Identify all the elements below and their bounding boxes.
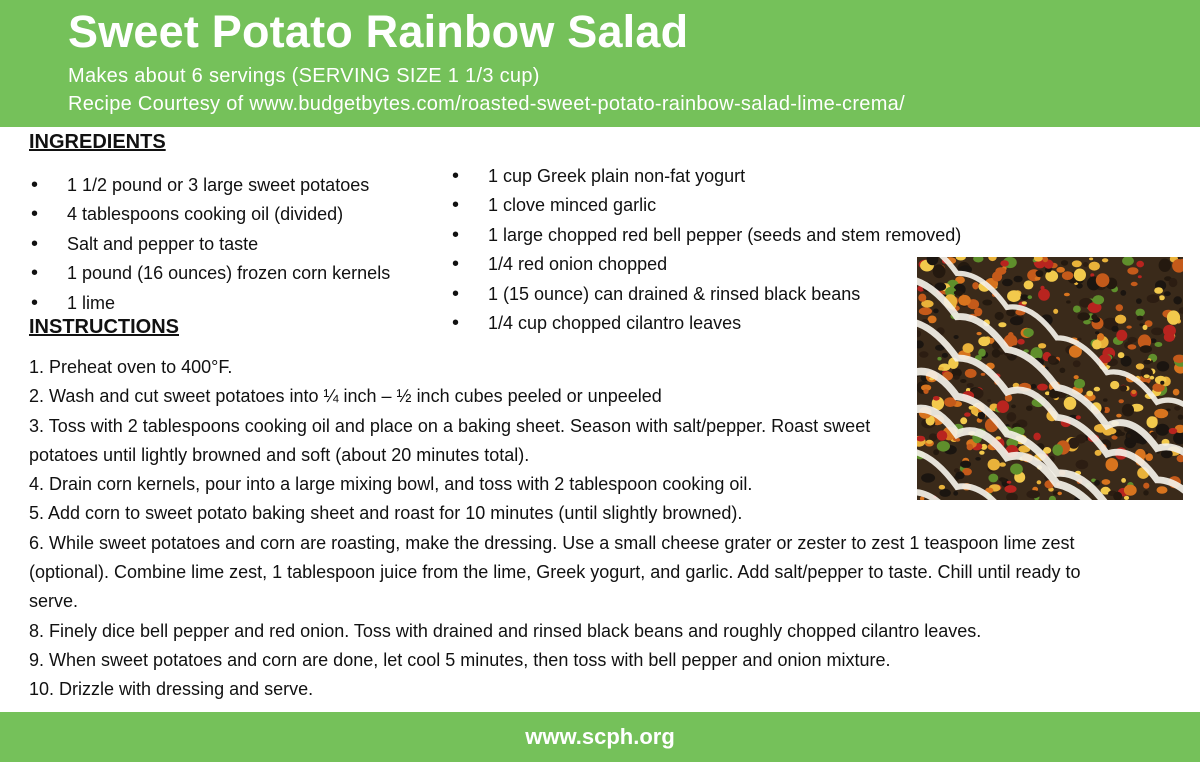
salad-ingredient-speck [1164, 332, 1175, 342]
ingredient-item: • 1/4 cup chopped cilantro leaves [452, 309, 961, 338]
salad-ingredient-speck [1151, 328, 1163, 336]
salad-ingredient-speck [1136, 261, 1144, 268]
salad-ingredient-speck [1122, 257, 1134, 266]
salad-ingredient-speck [1173, 296, 1182, 304]
salad-ingredient-speck [1061, 260, 1068, 266]
salad-ingredient-speck [995, 312, 1004, 320]
salad-ingredient-speck [1018, 339, 1025, 345]
salad-ingredient-speck [956, 257, 966, 261]
salad-ingredient-speck [1022, 301, 1027, 304]
salad-ingredient-speck [1131, 282, 1138, 286]
salad-ingredient-speck [1089, 262, 1100, 271]
header-banner [0, 0, 1200, 127]
salad-ingredient-speck [1093, 295, 1104, 304]
salad-ingredient-speck [978, 337, 990, 347]
ingredient-item: • 1 1/2 pound or 3 large sweet potatoes [31, 171, 390, 200]
salad-ingredient-speck [1091, 314, 1097, 320]
salad-ingredient-speck [919, 307, 932, 315]
instruction-step: 1. Preheat oven to 400°F. [29, 357, 233, 377]
salad-ingredient-speck [1164, 291, 1171, 296]
salad-ingredient-speck [1169, 278, 1178, 287]
footer-banner [0, 712, 1200, 762]
salad-ingredient-speck [1072, 260, 1082, 267]
instruction-step: 3. Toss with 2 tablespoons cooking oil and place on a baking sheet. Season with salt/pepper. Roast sweet potatoes until lightly browned and soft (about 20 minutes total). [29, 415, 871, 465]
salad-ingredient-speck [1140, 345, 1152, 353]
salad-ingredient-speck [1102, 258, 1108, 262]
salad-ingredient-speck [998, 322, 1006, 327]
salad-ingredient-speck [1128, 344, 1137, 349]
ingredients-list-right [452, 162, 961, 338]
salad-ingredient-speck [933, 264, 946, 278]
ingredients-list-left [31, 171, 390, 318]
salad-ingredient-speck [1077, 312, 1090, 320]
salad-ingredient-speck [1115, 315, 1126, 324]
ingredient-item: • 1 (15 ounce) can drained & rinsed black beans [452, 280, 961, 309]
salad-ingredient-speck [1020, 294, 1028, 300]
salad-ingredient-speck [958, 295, 971, 306]
salad-ingredient-speck [1127, 337, 1137, 343]
salad-ingredient-speck [1155, 342, 1163, 347]
salad-ingredient-speck [917, 340, 924, 348]
instruction-step: 6. While sweet potatoes and corn are roasting, make the dressing. Use a small cheese grater or zester to zest 1 teaspoon lime zest (optional). Combine lime zest, 1 tablespoon juice from the lime, Greek yogurt, and garlic. Add salt/pepper to taste. Chill until ready to serve. [29, 532, 1081, 612]
salad-ingredient-speck [1096, 273, 1110, 287]
salad-ingredient-speck [933, 309, 939, 314]
ingredient-item: • 1/4 red onion chopped [452, 250, 961, 279]
salad-ingredient-speck [1143, 325, 1148, 330]
salad-ingredient-speck [1095, 331, 1099, 334]
salad-ingredient-speck [1127, 267, 1138, 274]
salad-ingredient-speck [1024, 280, 1034, 289]
instruction-step: 9. When sweet potatoes and corn are done, let cool 5 minutes, then toss with bell pepper and onion mixture. [29, 649, 891, 670]
salad-ingredient-speck [1014, 276, 1023, 283]
salad-ingredient-speck [1038, 289, 1050, 301]
footer-website-link[interactable]: www.scph.org [525, 724, 675, 749]
instruction-step: 4. Drain corn kernels, pour into a large mixing bowl, and toss with 2 tablespoon cooking oil. [29, 474, 753, 495]
salad-ingredient-speck [1090, 273, 1094, 277]
salad-ingredient-speck [1179, 307, 1183, 314]
salad-ingredient-speck [1154, 287, 1163, 294]
ingredient-item: • 1 pound (16 ounces) frozen corn kernels [31, 259, 390, 288]
salad-ingredient-speck [992, 271, 1002, 281]
salad-ingredient-speck [977, 332, 982, 335]
salad-ingredient-speck [1097, 333, 1104, 341]
salad-ingredient-speck [1159, 259, 1171, 272]
salad-ingredient-speck [1007, 290, 1021, 302]
ingredient-item: • 1 clove minced garlic [452, 191, 961, 220]
salad-ingredient-speck [1077, 338, 1081, 341]
salad-ingredient-speck [1111, 326, 1118, 332]
salad-ingredient-speck [1120, 290, 1126, 296]
salad-ingredient-speck [1116, 330, 1127, 341]
salad-ingredient-speck [1023, 328, 1034, 337]
salad-ingredient-speck [1137, 316, 1144, 321]
salad-ingredient-speck [1010, 316, 1023, 325]
recipe-title: Sweet Potato Rainbow Salad [68, 6, 689, 57]
salad-ingredient-speck [1038, 343, 1046, 348]
salad-ingredient-speck [1089, 258, 1093, 261]
salad-ingredient-speck [1056, 267, 1065, 273]
salad-ingredient-speck [982, 300, 992, 306]
salad-ingredient-speck [1126, 326, 1131, 329]
salad-ingredient-speck [954, 290, 962, 295]
instruction-step: 5. Add corn to sweet potato baking sheet and roast for 10 minutes (until slightly browned). [29, 503, 743, 524]
salad-ingredient-speck [1062, 271, 1073, 280]
salad-ingredient-speck [972, 282, 979, 289]
instruction-step: 10. Drizzle with dressing and serve. [29, 679, 314, 700]
salad-ingredient-speck [1035, 277, 1041, 281]
salad-ingredient-speck [1083, 262, 1088, 267]
salad-ingredient-speck [1036, 270, 1044, 277]
salad-ingredient-speck [1147, 294, 1160, 303]
salad-ingredient-speck [988, 257, 997, 261]
salad-ingredient-speck [1074, 269, 1086, 282]
salad-ingredient-speck [1002, 279, 1013, 286]
instruction-step: 2. Wash and cut sweet potatoes into ¼ inch – ½ inch cubes peeled or unpeeled [29, 386, 662, 407]
salad-ingredient-speck [1167, 310, 1180, 324]
salad-ingredient-speck [1136, 298, 1142, 304]
ingredient-item: • 1 lime [31, 289, 390, 318]
salad-ingredient-speck [954, 335, 959, 339]
salad-ingredient-speck [1136, 309, 1145, 317]
ingredient-item: • 1 large chopped red bell pepper (seeds and stem removed) [452, 221, 961, 250]
salad-ingredient-speck [1064, 293, 1070, 297]
instructions-list [29, 353, 1179, 705]
salad-ingredient-speck [1073, 306, 1081, 313]
salad-ingredient-speck [918, 294, 926, 302]
ingredient-item: • Salt and pepper to taste [31, 230, 390, 259]
salad-ingredient-speck [1028, 295, 1033, 299]
salad-ingredient-speck [1116, 304, 1123, 311]
ingredients-heading: INGREDIENTS [29, 131, 166, 153]
ingredient-item: • 1 cup Greek plain non-fat yogurt [452, 162, 961, 191]
instruction-step: 8. Finely dice bell pepper and red onion. Toss with drained and rinsed black beans and roughly chopped cilantro leaves. [29, 620, 982, 641]
servings-line: Makes about 6 servings (SERVING SIZE 1 1/3 cup) [68, 65, 540, 87]
salad-ingredient-speck [963, 343, 974, 353]
salad-ingredient-speck [1006, 309, 1014, 316]
ingredient-item: • 4 tablespoons cooking oil (divided) [31, 200, 390, 229]
salad-ingredient-speck [1066, 300, 1071, 303]
instructions-heading: INSTRUCTIONS [29, 316, 179, 338]
salad-ingredient-speck [1053, 309, 1058, 314]
salad-ingredient-speck [917, 330, 921, 337]
recipe-courtesy-line: Recipe Courtesy of www.budgetbytes.com/roasted-sweet-potato-rainbow-salad-lime-crema/ [68, 93, 905, 115]
salad-ingredient-speck [1138, 275, 1142, 278]
salad-ingredient-speck [1092, 340, 1102, 350]
salad-ingredient-speck [1159, 295, 1165, 300]
salad-ingredient-speck [1000, 260, 1009, 266]
salad-ingredient-speck [973, 257, 983, 263]
